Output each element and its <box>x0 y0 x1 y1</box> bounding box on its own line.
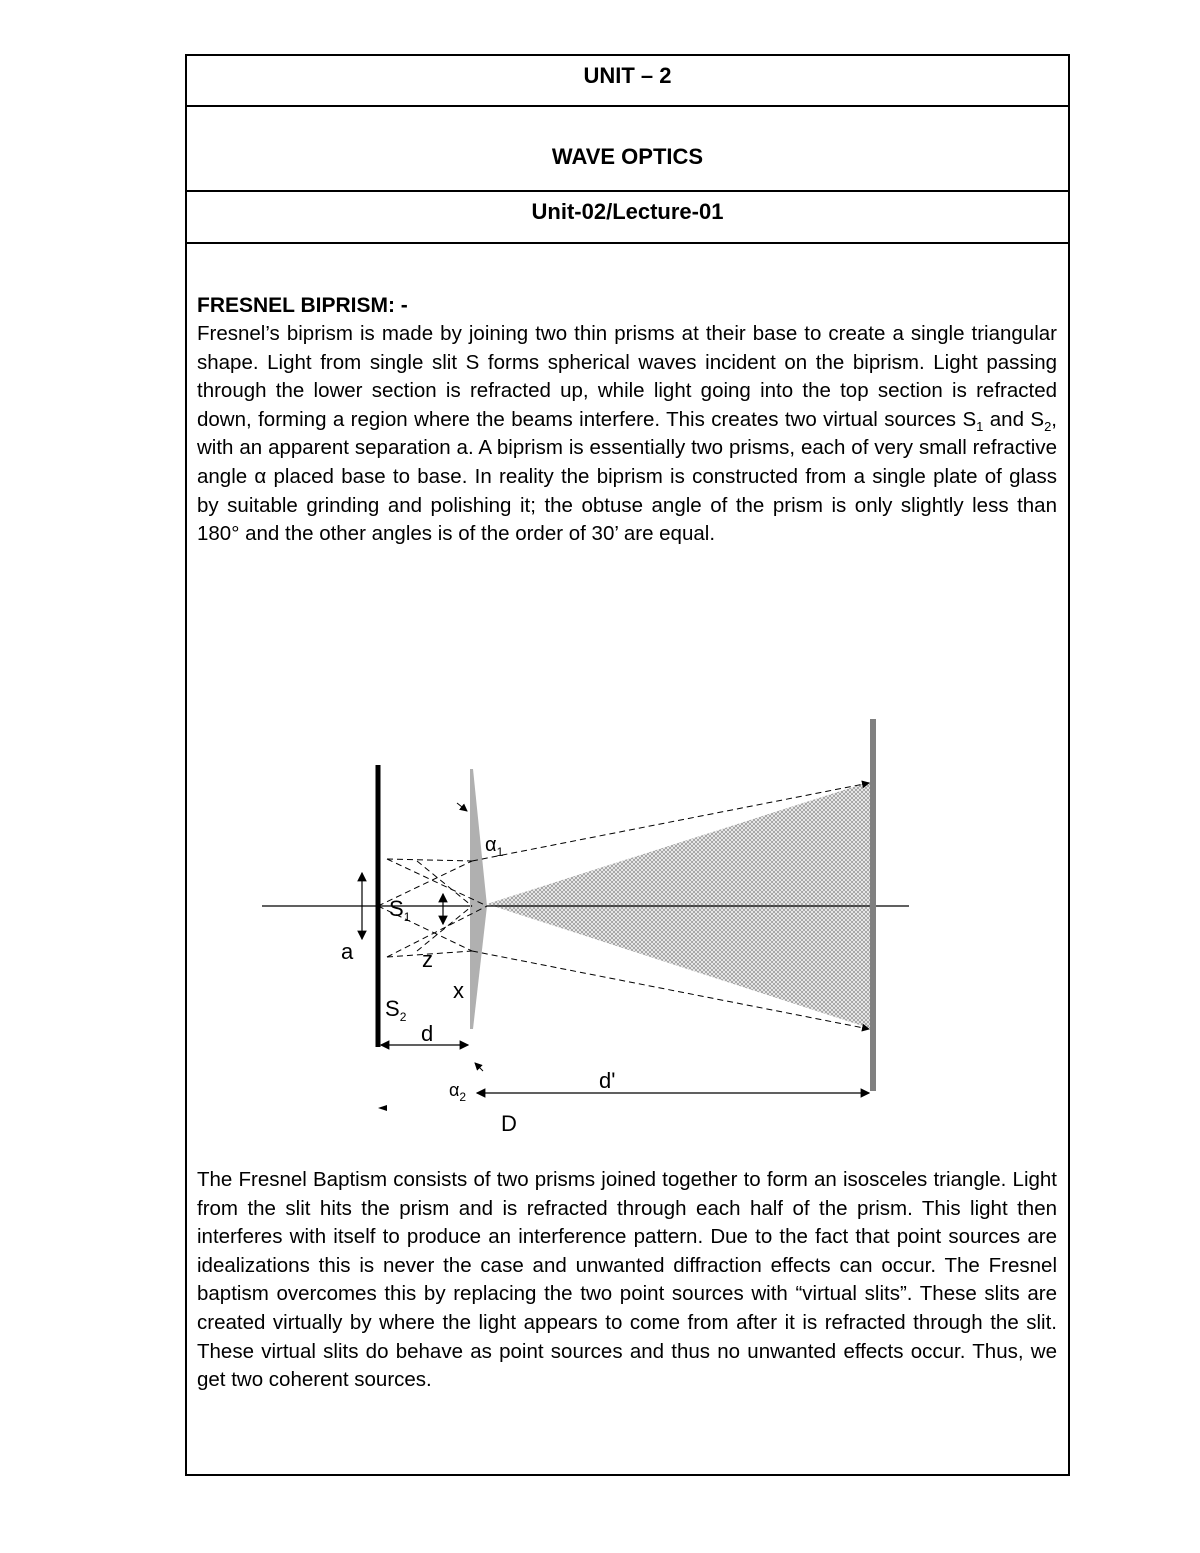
alpha2-mark <box>475 1063 483 1071</box>
section-heading: FRESNEL BIPRISM: - <box>197 294 408 317</box>
unit-header: UNIT – 2 <box>187 56 1068 107</box>
lecture-label: Unit-02/Lecture-01 <box>187 192 1068 244</box>
para1-text-b: and S <box>983 407 1045 431</box>
biprism-diagram <box>257 711 937 1136</box>
para1-sub-1: 1 <box>976 418 984 434</box>
label-a: a <box>341 939 354 964</box>
para1-text-a: Fresnel’s biprism is made by joining two thin prisms at their base to create a single triangular shape. Light from single slit S forms spherical waves incident on the biprism. Light passing through the lower section is refracted up, while light going into the top section is refracted down, forming a region where the beams interfere. This creates two virtual sources S <box>197 322 1057 431</box>
tick-D <box>378 1105 387 1111</box>
label-d: d <box>421 1021 434 1046</box>
label-s2: $S_2$ <box>385 996 407 1024</box>
label-alpha2: $\alpha_2$ <box>449 1080 467 1104</box>
label-z: z <box>422 947 433 972</box>
paragraph-conclusion: The Fresnel Baptism consists of two prisms joined together to form an isosceles triangle. Light from the slit hits the prism and is refracted through each half of the prism. This light then interferes with itself to produce an interference pattern. Due to the fact that point sources are idealizations this is never the case and unwanted diffraction effects can occur. The Fresnel baptism overcomes this by replacing the two point sources with “virtual slits”. These slits are created virtually by where the light appears to come from after it is refracted through the slit. These virtual slits do behave as point sources and thus no unwanted effects occur. Thus, we get two coherent sources. <box>197 1168 1057 1392</box>
page-title: WAVE OPTICS <box>187 107 1068 192</box>
paragraph-intro <box>197 320 1057 549</box>
alpha1-mark <box>457 803 467 811</box>
lecture-frame <box>185 54 1070 1476</box>
label-D: D <box>501 1111 517 1136</box>
para1-sub-2: 2 <box>1044 418 1052 434</box>
label-alpha1: $\alpha_1$ <box>485 834 504 859</box>
label-x: x <box>453 978 464 1003</box>
para1-text-c: , with an apparent separation a. A biprism is essentially two prisms, each of very small refractive angle α placed base to base. In reality the biprism is constructed from a single plate of glass by suitable grinding and polishing it; the obtuse angle of the prism is only slightly less than 180° and the other angles is of the order of 30’ are equal. <box>197 407 1057 546</box>
label-d-prime: d' <box>599 1068 616 1093</box>
label-s1: $S_1$ <box>389 896 411 924</box>
